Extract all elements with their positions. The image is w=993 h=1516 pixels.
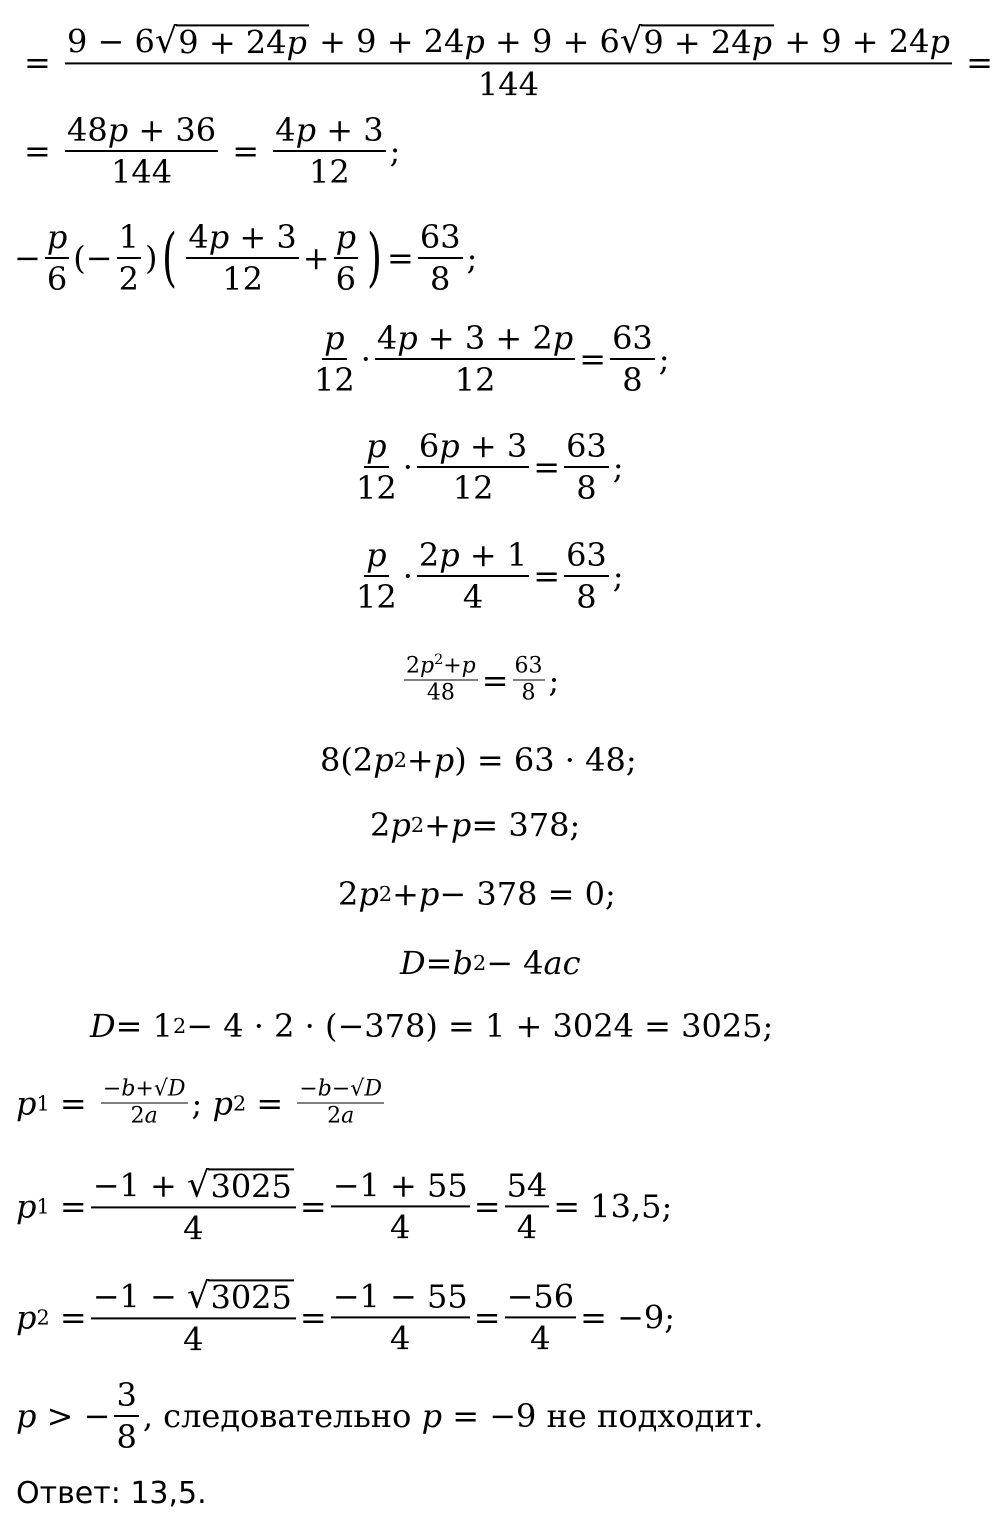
equation-line-4: $\frac{p}{12}$ · $\frac{4p + 3 + 2p}{12}$ = $\frac{63}{8}$ ; [314, 319, 670, 399]
equation-line-9: 2 p 2 + p = 378; [370, 806, 581, 844]
equation-line-5: $\frac{p}{12}$ · $\frac{6p + 3}{12}$ = $\frac{63}{8}$ ; [356, 427, 624, 507]
equation-line-1: = 9 − 6 √ 9 + 24p + 9 + 24p + 9 + 6 √ 9 + 24p + 9 + 24p 144 = [24, 20, 993, 104]
equation-line-8: 8(2 p 2 + p ) = 63 · 48; [320, 741, 637, 779]
equation-line-10: 2 p 2 + p − 378 = 0; [338, 875, 616, 913]
consequently-text: следовательно [163, 1397, 412, 1435]
equation-line-15: p 2 = −1 − √ 3025 4 = $\frac{-1 - 55}{4}$ = $\frac{-56}{4}$ = −9; [16, 1275, 676, 1359]
equation-line-14: p 1 = −1 + √ 3025 4 = $\frac{-1 + 55}{4}$ = $\frac{54}{4}$ = 13,5; [16, 1164, 673, 1248]
equation-line-11: D = b 2 − 4 ac [400, 944, 581, 982]
answer-line [0, 1476, 960, 1511]
equation-line-12: D = 1 2 − 4 · 2 · (−378) = 1 + 3024 = 3025; [90, 1007, 774, 1045]
equation-line-6: $\frac{p}{12}$ · $\frac{2p + 1}{4}$ = $\frac{63}{8}$ ; [356, 536, 624, 616]
answer-text: Ответ: 13,5. [16, 1476, 207, 1511]
not-suitable-text: не подходит. [546, 1397, 764, 1435]
equation-line-7: $\frac{2p^2+p}{48}$ = $\frac{63}{8}$ ; [406, 651, 560, 706]
equation-line-16: p > − $\frac{3}{8}$ , следовательно p = −9 не подходит. [16, 1376, 764, 1456]
equation-line-2: = $\frac{48p + 36}{144}$ = $\frac{4p + 3}{12}$ ; [24, 111, 401, 191]
equation-line-3: − $\frac{p}{6}$ (− $\frac{1}{2}$ ) ( $\frac{4p + 3}{12}$ + $\frac{p}{6}$ ) = $\frac{63}{8}$ ; [14, 218, 478, 298]
equation-line-13: p 1 = $\frac{-b+√D}{2a}$ ; p 2 = $\frac{-b-√D}{2a}$ [16, 1076, 382, 1129]
